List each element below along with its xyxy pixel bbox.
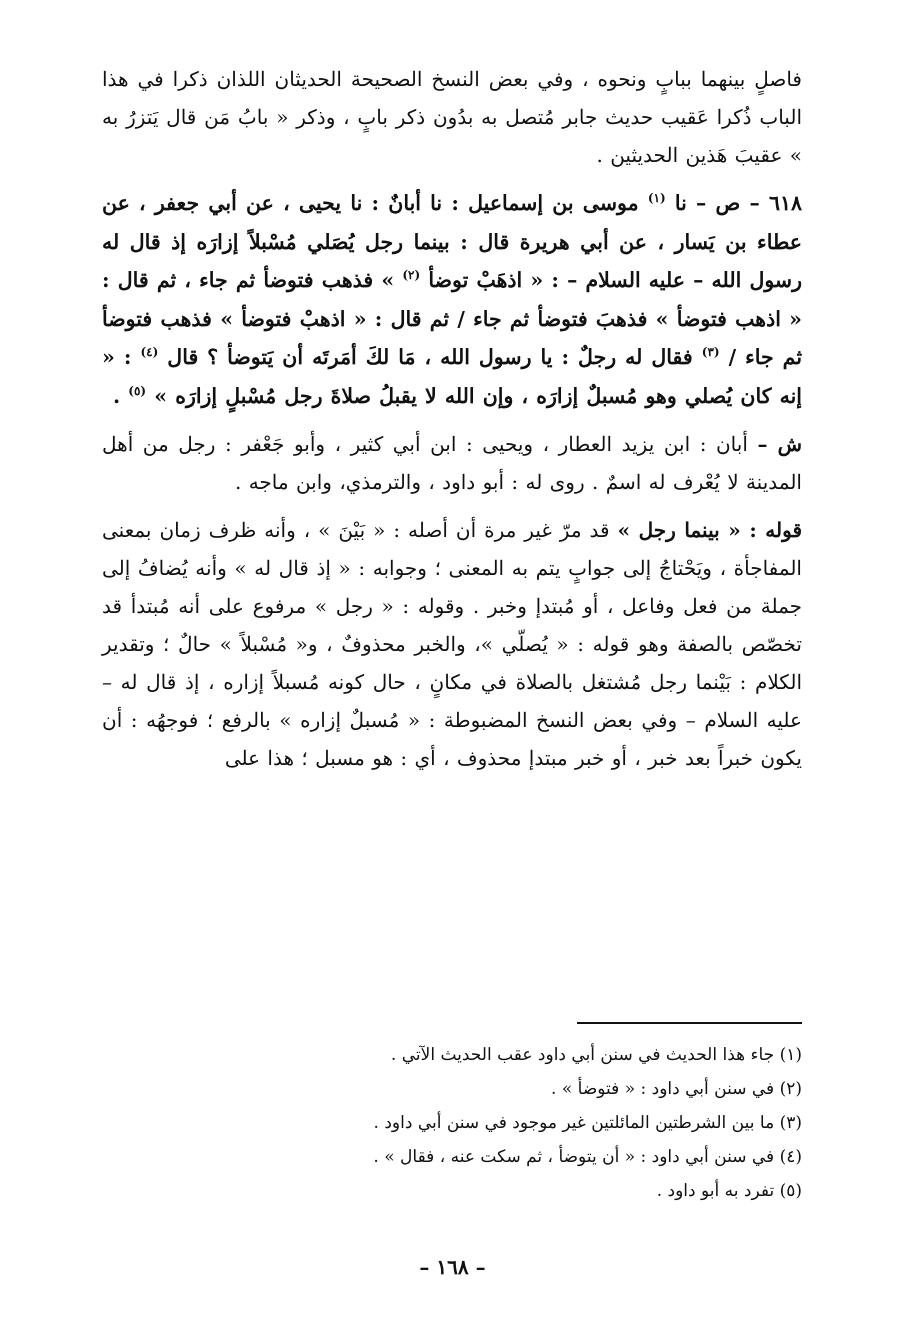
commentary-text: أبان : ابن يزيد العطار ، ويحيى : ابن أبي كثير ، وأبو جَعْفر : رجل من أهل المدينة لا يُعْرف له اسمٌ . روى له : أبو داود ، والترمذي، وابن ماجه . — [102, 432, 802, 494]
explanation-lead: قوله : « بينما رجل » — [617, 518, 803, 542]
footnote-3: (٣) ما بين الشرطتين المائلتين غير موجود في سنن أبي داود . — [373, 1113, 802, 1133]
hadith-618 — [102, 184, 802, 415]
footnote-2: (٢) في سنن أبي داود : « فتوضأ » . — [551, 1079, 802, 1099]
hadith-text-5: : « إنه كان يُصلي وهو مُسبلٌ إزارَه ، وإن الله لا يقبلُ صلاةَ رجل مُسْبلٍ إزارَه » — [102, 345, 802, 408]
footnotes-list — [162, 1038, 802, 1208]
footnote-5: (٥) تفرد به أبو داود . — [656, 1181, 802, 1201]
commentary-lead: ش – — [757, 432, 802, 456]
footnote-marker-4[interactable]: (٤) — [140, 345, 159, 360]
hadith-text-3: » فذهب فتوضأ ثم جاء ، ثم قال : « اذهب فتوضأ » فذهبَ فتوضأ ثم جاء / ثم قال : « اذهبْ فتوضأ » فذهب فتوضأ ثم جاء / — [102, 268, 803, 369]
paragraph-continuation: فاصلٍ بينهما ببابٍ ونحوه ، وفي بعض النسخ الصحيحة الحديثان اللذان ذكرا في هذا الباب ذُكرا عَقيب حديث جابر مُتصل به بدُون ذكر بابٍ ، وذكر « بابُ مَن قال يَتزرُ به » عقيبَ هَذين الحديثين . — [102, 67, 802, 167]
footnote-marker-1[interactable]: (١) — [647, 191, 666, 206]
footnote-marker-3[interactable]: (٣) — [701, 345, 720, 360]
footnote-marker-5[interactable]: (٥) — [128, 383, 147, 398]
footnote-1: (١) جاء هذا الحديث في سنن أبي داود عقب الحديث الآتي . — [390, 1045, 802, 1065]
paragraph-commentary — [102, 425, 802, 501]
footnote-4: (٤) في سنن أبي داود : « أن يتوضأ ، ثم سكت عنه ، فقال » . — [373, 1147, 802, 1167]
hadith-number: ٦١٨ — [768, 191, 802, 215]
hadith-text-2: موسى بن إسماعيل : نا أبانٌ : نا يحيى ، عن أبي جعفر ، عن عطاء بن يَسار ، عن أبي هريرة قال : بينما رجل يُصَلي مُسْبلاً إزارَه إذ قال له رسول الله – عليه السلام – : « اذهَبْ توضأ — [102, 191, 802, 292]
hadith-text-1: – ص – نا — [674, 191, 760, 215]
footnote-divider — [577, 1022, 802, 1024]
footnote-marker-2[interactable]: (٢) — [402, 268, 421, 283]
paragraph-explanation — [102, 511, 802, 777]
page-body — [102, 60, 802, 777]
hadith-text-4: فقال له رجلٌ : يا رسول الله ، مَا لكَ أمَرتَه أن يَتوضأ ؟ قال — [167, 345, 693, 369]
hadith-text-end: . — [113, 383, 121, 408]
page-number: – ١٦٨ – — [419, 1255, 486, 1279]
explanation-text: قد مرّ غير مرة أن أصله : « بَيْنَ » ، وأنه ظرف زمان بمعنى المفاجأة ، ويَحْتاجُ إلى جوابٍ يتم به المعنى ؛ وجوابه : « إذ قال له » وأنه يُضافُ إلى جملة من فعل وفاعل ، أو مُبتدإ وخبر . وقوله : « رجل » مرفوع على أنه مُبتدأ قد تخصّص بالصفة وهو قوله : « يُصلّي »، والخبر محذوفٌ ، و« مُسْبلاً » حالٌ ؛ وتقدير الكلام : بَيْنما رجل مُشتغل بالصلاة في مكانٍ ، حال كونه مُسبلاً إزاره ، إذ قال له – عليه السلام – وفي بعض النسخ المضبوطة : « مُسبلٌ إزاره » بالرفع ؛ فوجهُه : أن يكون خبراً بعد خبر ، أو خبر مبتدإ محذوف ، أي : هو مسبل ؛ هذا على — [102, 518, 802, 770]
